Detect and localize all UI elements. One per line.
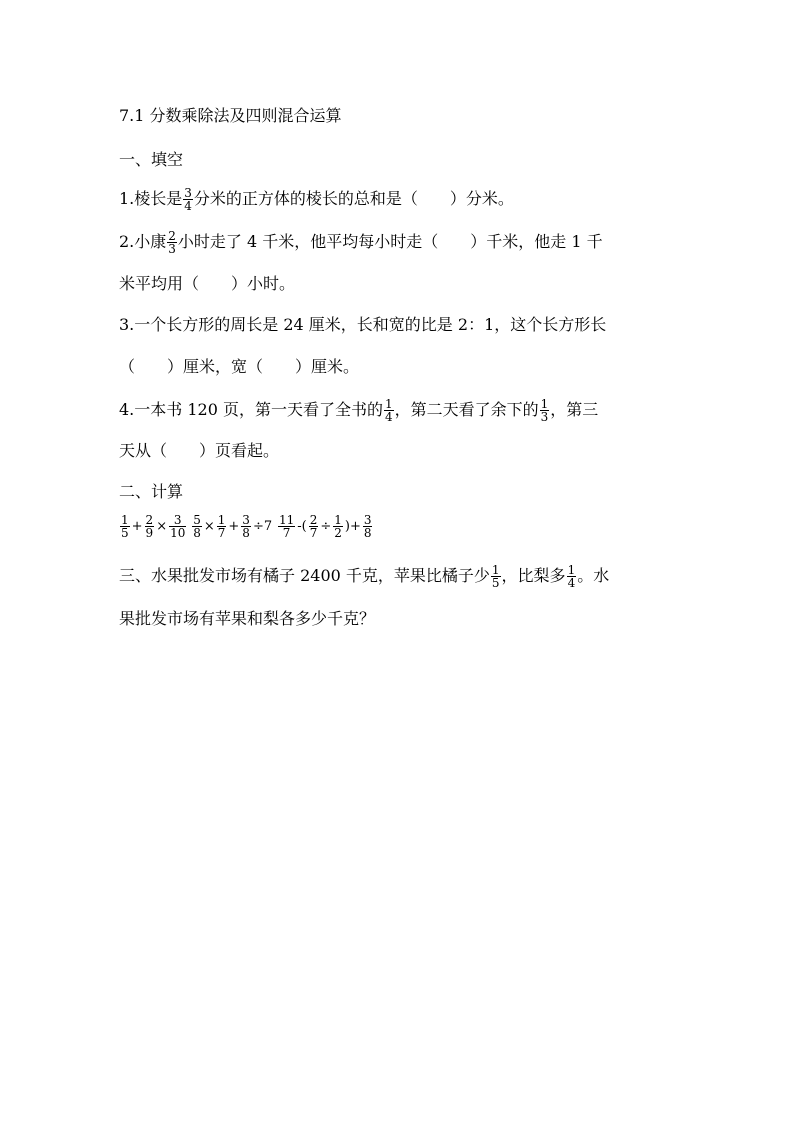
section-3-line-2: 果批发市场有苹果和梨各多少千克？ xyxy=(119,609,376,628)
question-2-line-1 xyxy=(119,230,603,255)
calculation-expressions xyxy=(119,514,373,539)
q2-text-pre: 2.小康 xyxy=(119,232,167,251)
expression-1: $\frac{1}{5}$ + $\frac{2}{9}$ × $\frac{3}{10}$ xyxy=(121,513,186,540)
s3-text-mid: ，比梨多 xyxy=(501,566,566,585)
q1-text-post: 分米的正方体的棱长的总和是（ ）分米。 xyxy=(193,189,514,208)
s3-fraction-1: $\frac{1}{5}$ xyxy=(491,563,500,590)
q4-text-post: ，第三 xyxy=(550,400,599,419)
expression-3: $\frac{11}{7}$ -( $\frac{2}{7}$ ÷ $\frac{1}{2}$ )+ $\frac{3}{8}$ xyxy=(278,513,372,540)
question-3-line-2: （ ）厘米，宽（ ）厘米。 xyxy=(119,357,360,376)
document-title: 7.1 分数乘除法及四则混合运算 xyxy=(119,106,342,125)
expression-2: $\frac{5}{8}$ × $\frac{1}{7}$ + $\frac{3}{8}$ ÷7 xyxy=(193,513,273,540)
q2-fraction: $\frac{2}{3}$ xyxy=(168,229,176,256)
q1-text-pre: 1.棱长是 xyxy=(119,189,183,208)
q2-text-post: 小时走了 4 千米，他平均每小时走（ ）千米，他走 1 千 xyxy=(177,232,603,251)
s3-text-post: 。水 xyxy=(577,566,610,585)
question-3-line-1: 3.一个长方形的周长是 24 厘米，长和宽的比是 2：1，这个长方形长 xyxy=(119,315,607,334)
q4-text-pre: 4.一本书 120 页，第一天看了全书的 xyxy=(119,400,383,419)
q4-fraction-2: $\frac{1}{3}$ xyxy=(540,397,549,424)
s3-text-pre: 三、水果批发市场有橘子 2400 千克，苹果比橘子少 xyxy=(119,566,490,585)
q4-text-mid: ，第二天看了余下的 xyxy=(394,400,539,419)
section-2-heading: 二、计算 xyxy=(119,482,184,501)
q1-fraction: $\frac{3}{4}$ xyxy=(184,186,192,213)
s3-fraction-2: $\frac{1}{4}$ xyxy=(567,563,576,590)
q4-fraction-1: $\frac{1}{4}$ xyxy=(384,397,393,424)
question-1 xyxy=(119,187,514,212)
section-1-heading: 一、填空 xyxy=(119,150,184,169)
question-4-line-1 xyxy=(119,398,598,423)
question-4-line-2: 天从（ ）页看起。 xyxy=(119,441,280,460)
question-2-line-2: 米平均用（ ）小时。 xyxy=(119,274,296,293)
section-3-line-1 xyxy=(119,564,609,589)
